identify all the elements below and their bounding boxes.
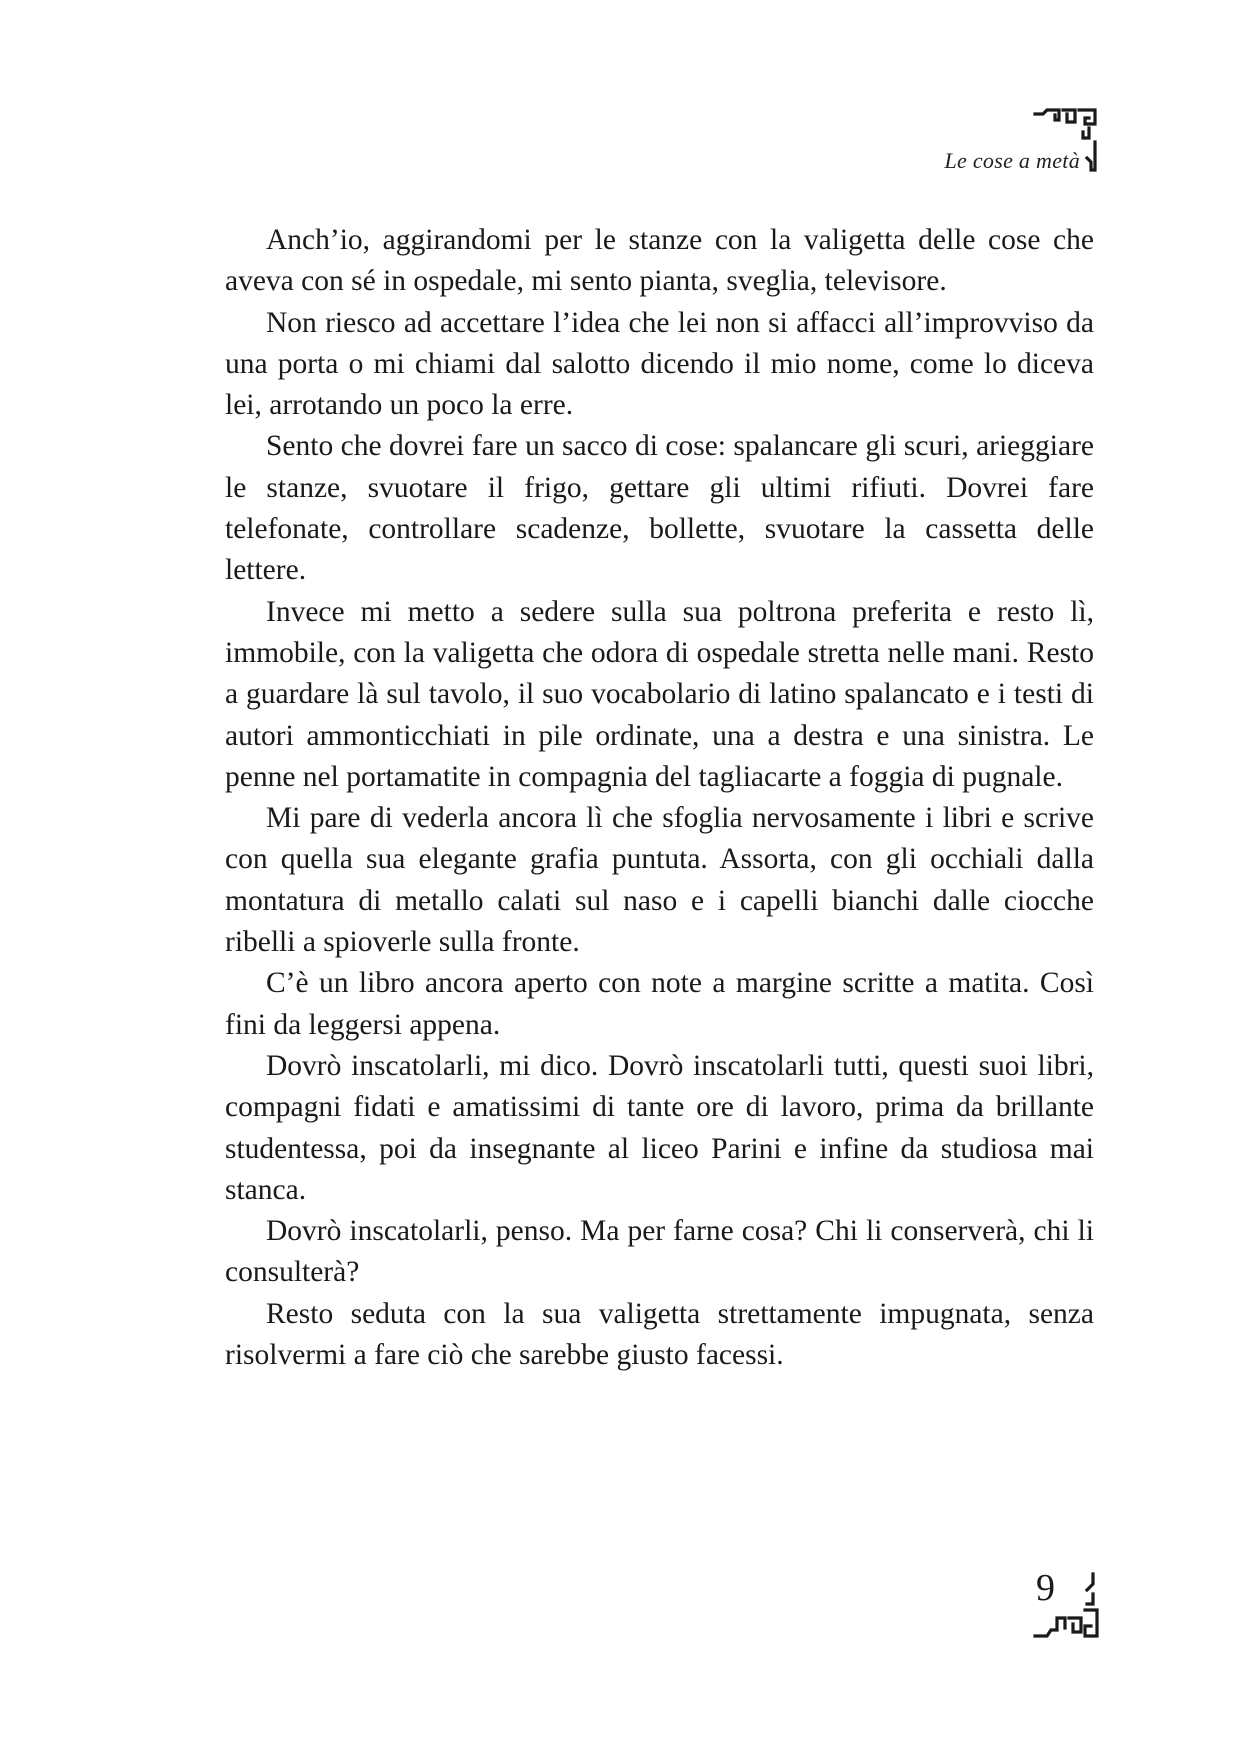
greek-key-corner-ornament-icon bbox=[1033, 1567, 1103, 1642]
paragraph: Non riesco ad accettare l’idea che lei non si affacci all’improvviso da una porta o mi chiami dal salotto dicendo il mio nome, come lo diceva lei, arrotando un poco la erre. bbox=[225, 306, 1094, 422]
chapter-body-text bbox=[225, 220, 1094, 1376]
running-header-title: Le cose a metà bbox=[944, 148, 1080, 173]
paragraph: Sento che dovrei fare un sacco di cose: spalancare gli scuri, arieggiare le stanze, svuotare il frigo, gettare gli ultimi rifiuti. Dovrei fare telefonate, controllare scadenze, bollette, svuotare la cassetta delle lettere. bbox=[225, 430, 1094, 587]
paragraph: Mi pare di vederla ancora lì che sfoglia nervosamente i libri e scrive con quella sua elegante grafia puntuta. Assorta, con gli occhiali dalla montatura di metallo calati sul naso e i capelli bianchi dalle ciocche ribelli a spioverle sulla fronte. bbox=[225, 802, 1094, 959]
paragraph: Dovrò inscatolarli, mi dico. Dovrò inscatolarli tutti, questi suoi libri, compagni fidati e amatissimi di tante ore di lavoro, prima da brillante studentessa, poi da insegnante al liceo Parini e infine da studiosa mai stanca. bbox=[225, 1049, 1094, 1206]
paragraph: Dovrò inscatolarli, penso. Ma per farne cosa? Chi li conserverà, chi li consulterà? bbox=[225, 1215, 1094, 1289]
paragraph: Resto seduta con la sua valigetta strettamente impugnata, senza risolvermi a fare ciò che sarebbe giusto facessi. bbox=[225, 1297, 1094, 1372]
paragraph: Invece mi metto a sedere sulla sua poltrona preferita e resto lì, immobile, con la valigetta che odora di ospedale stretta nelle mani. Resto a guardare là sul tavolo, il suo vocabolario di latino spalancato e i testi di autori ammonticchiati in pile ordinate, una a destra e una sinistra. Le penne nel portamatite in compagnia del tagliacarte a foggia di pugnale. bbox=[225, 595, 1094, 793]
paragraph: C’è un libro ancora aperto con note a margine scritte a matita. Così fini da leggersi appena. bbox=[225, 967, 1094, 1041]
page-number: 9 bbox=[1036, 1567, 1055, 1609]
paragraph: Anch’io, aggirandomi per le stanze con la valigetta delle cose che aveva con sé in ospedale, mi sento pianta, sveglia, televisore. bbox=[225, 224, 1094, 298]
